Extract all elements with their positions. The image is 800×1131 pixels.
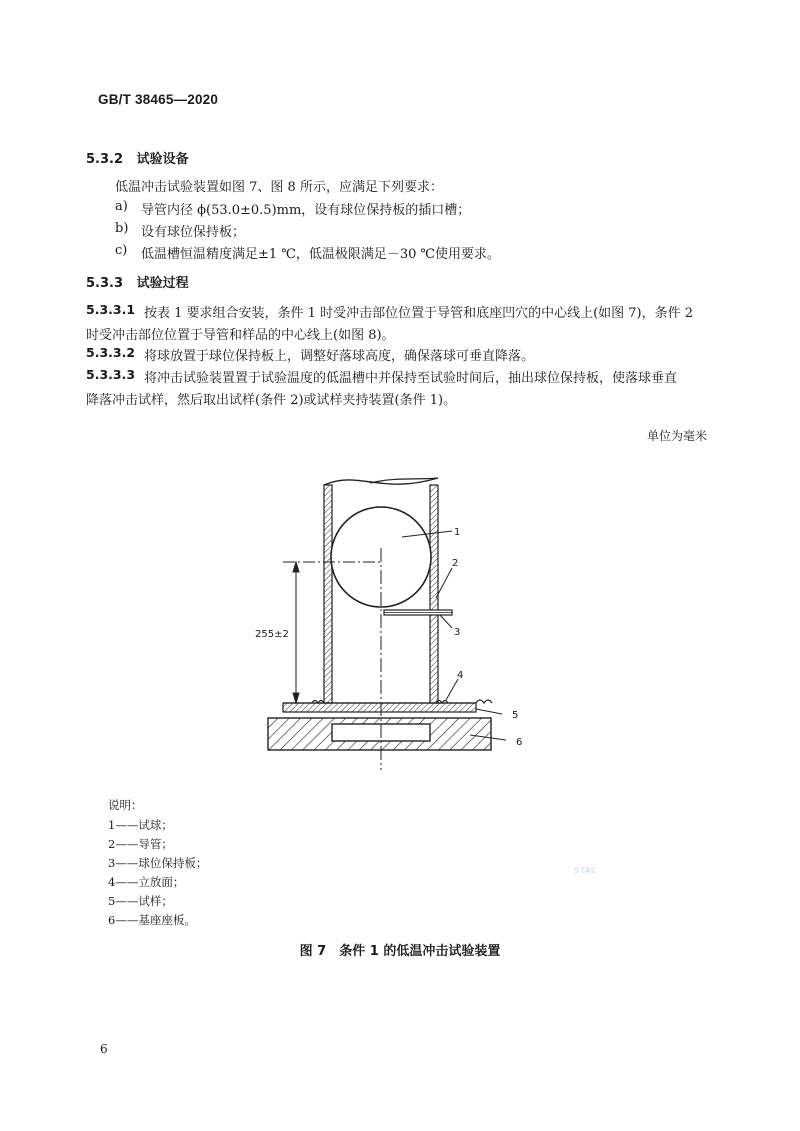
figure-caption: 图 7 条件 1 的低温冲击试验装置 [299,944,501,959]
section-532-title: 试验设备 [136,152,189,167]
dimension-label: 255±2 [255,629,289,640]
specimen-plate [283,703,476,712]
list-item-c-mark: c) [115,243,128,258]
base-plate [268,718,491,750]
section-532-number: 5.3.2 [86,152,124,167]
legend-item-2: 2——导管； [108,837,173,851]
list-item-c-text: 低温槽恒温精度满足±1 ℃，低温极限满足－30 ℃使用要求。 [141,247,501,262]
unit-note: 单位为毫米 [646,429,707,443]
callout-6: 6 [516,737,523,748]
callout-4: 4 [457,670,464,681]
callout-3: 3 [454,627,461,638]
watermark: STAC [574,866,597,875]
standing-surface [283,700,492,703]
legend-item-6: 6——基座座板。 [108,913,196,927]
clause-5331-line1: 按表 1 要求组合安装，条件 1 时受冲击部位位置于导管和底座凹穴的中心线上(如图 7)，条件 2 [144,306,694,321]
list-item-a-mark: a) [115,199,128,214]
clause-5333-number: 5.3.3.3 [86,367,136,382]
clause-5333-line1: 将冲击试验装置置于试验温度的低温槽中并保持至试验时间后，抽出球位保持板，使落球垂直 [144,371,678,386]
ball-holding-plate [384,610,452,615]
callout-2: 2 [452,558,459,569]
clause-5332-number: 5.3.3.2 [86,345,136,360]
clause-5331-number: 5.3.3.1 [86,302,136,317]
section-532-intro: 低温冲击试验装置如图 7、图 8 所示，应满足下列要求： [115,180,443,195]
legend-item-5: 5——试样； [108,894,173,908]
list-item-b-text: 设有球位保持板； [141,225,246,240]
legend-item-1: 1——试球； [108,818,173,832]
list-item-a-text: 导管内径 ϕ(53.0±0.5)mm，设有球位保持板的插口槽； [141,203,471,218]
clause-5331-line2: 时受冲击部位位置于导管和样品的中心线上(如图 8)。 [86,328,395,343]
legend-item-4: 4——立放面； [108,875,185,889]
standard-number: GB/T 38465—2020 [98,92,219,107]
section-533-title: 试验过程 [136,276,189,291]
clause-5333-line2: 降落冲击试样，然后取出试样(条件 2)或试样夹持装置(条件 1)。 [86,393,457,408]
legend-title: 说明： [108,798,143,812]
callout-1: 1 [454,527,461,538]
clause-5332-text: 将球放置于球位保持板上，调整好落球高度，确保落球可垂直降落。 [144,349,535,364]
section-533-number: 5.3.3 [86,276,124,291]
list-item-b-mark: b) [115,221,129,236]
callout-5: 5 [512,710,519,721]
page-number: 6 [100,1042,108,1056]
legend-item-3: 3——球位保持板； [108,856,208,870]
